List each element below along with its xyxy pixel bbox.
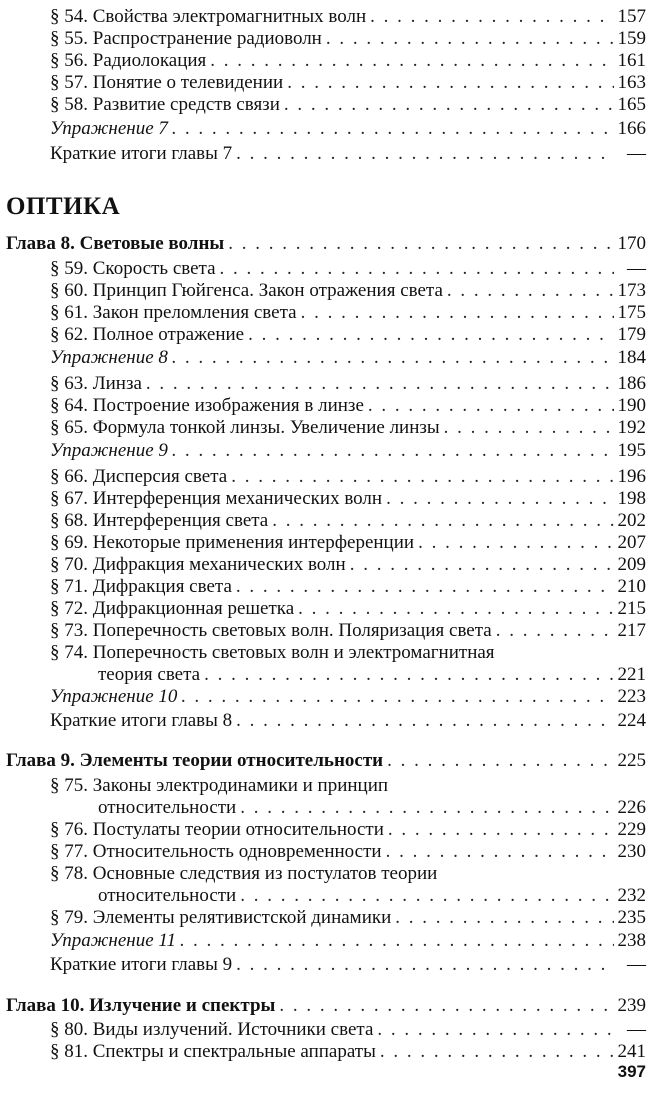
entry-title: § 67. Интерференция механических волн (50, 488, 383, 509)
part-title: ОПТИКА (6, 193, 121, 220)
entry-title: § 66. Дисперсия света (50, 466, 228, 487)
toc-entry[interactable] (50, 510, 646, 532)
entry-page: 159 (617, 28, 646, 49)
toc-entry-line1[interactable]: § 74. Поперечность световых волн и электромагнитная (50, 642, 495, 663)
entry-page: 190 (617, 395, 646, 416)
entry-page: 157 (617, 6, 646, 27)
leader-dots (204, 664, 613, 686)
toc-entry-line1[interactable]: § 75. Законы электродинамики и принцип (50, 775, 389, 796)
entry-page: — (627, 954, 646, 975)
leader-dots (180, 930, 614, 952)
entry-title: § 63. Линза (50, 373, 142, 394)
chapter-title: Глава 9. Элементы теории относительности (6, 750, 384, 771)
toc-exercise[interactable] (50, 440, 646, 462)
toc-entry[interactable] (50, 488, 646, 510)
leader-dots (447, 280, 614, 302)
leader-dots (287, 72, 613, 94)
entry-title: § 72. Дифракционная решетка (50, 598, 295, 619)
toc-entry[interactable] (50, 466, 646, 488)
entry-page: 232 (617, 885, 646, 906)
entry-title: Краткие итоги главы 8 (50, 710, 233, 731)
toc-entry[interactable] (50, 373, 646, 395)
leader-dots (272, 510, 613, 532)
page-number: 397 (617, 1062, 646, 1081)
toc-exercise[interactable] (50, 118, 646, 140)
toc-entry[interactable] (50, 72, 646, 94)
entry-title: § 61. Закон преломления света (50, 302, 297, 323)
toc-entry[interactable] (50, 395, 646, 417)
toc-entry[interactable] (50, 576, 646, 598)
toc-entry-continuation[interactable] (98, 797, 646, 819)
entry-title: § 77. Относительность одновременности (50, 841, 382, 862)
leader-dots (236, 576, 614, 598)
leader-dots (350, 554, 614, 576)
toc-exercise[interactable] (50, 686, 646, 708)
leader-dots (496, 620, 614, 642)
entry-page: 229 (617, 819, 646, 840)
entry-page: 202 (617, 510, 646, 531)
entry-page: 175 (617, 302, 646, 323)
chapter-page: 225 (617, 750, 646, 771)
leader-dots (236, 143, 614, 165)
toc-summary[interactable] (50, 954, 646, 976)
entry-title: § 69. Некоторые применения интерференции (50, 532, 415, 553)
entry-page: 217 (617, 620, 646, 641)
entry-title: Упражнение 11 (50, 930, 176, 951)
entry-title: § 54. Свойства электромагнитных волн (50, 6, 367, 27)
leader-dots (368, 395, 614, 417)
leader-dots (284, 94, 614, 116)
entry-page: 186 (617, 373, 646, 394)
toc-entry-continuation[interactable] (98, 885, 646, 907)
leader-dots (181, 686, 613, 708)
toc-entry[interactable] (50, 907, 646, 929)
toc-entry[interactable] (50, 280, 646, 302)
toc-entry[interactable] (50, 620, 646, 642)
entry-page: 165 (617, 94, 646, 115)
leader-dots (298, 598, 613, 620)
leader-dots (228, 233, 613, 255)
entry-page: 192 (617, 417, 646, 438)
leader-dots (146, 373, 614, 395)
chapter-page: 239 (617, 995, 646, 1016)
entry-page: 223 (617, 686, 646, 707)
entry-page: 241 (617, 1041, 646, 1062)
chapter-heading[interactable] (6, 995, 646, 1017)
entry-title: § 70. Дифракция механических волн (50, 554, 346, 575)
leader-dots (248, 324, 613, 346)
leader-dots (279, 995, 613, 1017)
chapter-title: Глава 10. Излучение и спектры (6, 995, 276, 1016)
toc-entry[interactable] (50, 6, 646, 28)
leader-dots (240, 797, 613, 819)
entry-page: 184 (617, 347, 646, 368)
entry-page: 207 (617, 532, 646, 553)
leader-dots (172, 440, 614, 462)
chapter-page: 170 (617, 233, 646, 254)
toc-summary[interactable] (50, 143, 646, 165)
toc-entry[interactable] (50, 258, 646, 280)
toc-exercise[interactable] (50, 347, 646, 369)
entry-title: теория света (98, 664, 201, 685)
toc-entry[interactable] (50, 94, 646, 116)
toc-entry-line1[interactable]: § 78. Основные следствия из постулатов теории (50, 863, 438, 884)
leader-dots (172, 118, 614, 140)
toc-entry[interactable] (50, 1041, 646, 1063)
entry-title: § 55. Распространение радиоволн (50, 28, 322, 49)
entry-title: § 56. Радиолокация (50, 50, 207, 71)
entry-page: 215 (617, 598, 646, 619)
entry-page: 161 (617, 50, 646, 71)
entry-page: 226 (617, 797, 646, 818)
entry-title: § 59. Скорость света (50, 258, 216, 279)
toc-entry[interactable] (50, 819, 646, 841)
chapter-heading[interactable] (6, 233, 646, 255)
entry-title: Упражнение 10 (50, 686, 178, 707)
entry-page: 179 (617, 324, 646, 345)
toc-entry[interactable] (50, 302, 646, 324)
entry-page: 166 (617, 118, 646, 139)
entry-title: § 71. Дифракция света (50, 576, 232, 597)
leader-dots (377, 1019, 614, 1041)
entry-title: § 80. Виды излучений. Источники света (50, 1019, 374, 1040)
toc-entry[interactable] (50, 417, 646, 439)
toc-entry[interactable] (50, 1019, 646, 1041)
entry-page: — (627, 1019, 646, 1040)
entry-page: 198 (617, 488, 646, 509)
entry-page: 238 (617, 930, 646, 951)
leader-dots (444, 417, 614, 439)
toc-entry[interactable] (50, 28, 646, 50)
entry-title: § 57. Понятие о телевидении (50, 72, 284, 93)
leader-dots (418, 532, 613, 554)
entry-title: относительности (98, 885, 237, 906)
entry-page: 163 (617, 72, 646, 93)
toc-exercise[interactable] (50, 930, 646, 952)
leader-dots (301, 302, 614, 324)
entry-title: § 81. Спектры и спектральные аппараты (50, 1041, 376, 1062)
leader-dots (236, 710, 613, 732)
entry-page: — (627, 143, 646, 164)
entry-title: Упражнение 8 (50, 347, 168, 368)
toc-summary[interactable] (50, 710, 646, 732)
entry-page: 209 (617, 554, 646, 575)
entry-title: Упражнение 7 (50, 118, 168, 139)
leader-dots (386, 841, 614, 863)
entry-page: 221 (617, 664, 646, 685)
leader-dots (210, 50, 613, 72)
entry-title: § 65. Формула тонкой линзы. Увеличение линзы (50, 417, 440, 438)
entry-title: § 79. Элементы релятивистской динамики (50, 907, 392, 928)
toc-entry[interactable] (50, 532, 646, 554)
toc-entry[interactable] (50, 50, 646, 72)
toc-entry[interactable] (50, 598, 646, 620)
toc-entry-continuation[interactable] (98, 664, 646, 686)
leader-dots (326, 28, 614, 50)
entry-title: Краткие итоги главы 9 (50, 954, 233, 975)
chapter-title: Глава 8. Световые волны (6, 233, 225, 254)
leader-dots (240, 885, 613, 907)
leader-dots (236, 954, 614, 976)
entry-page: 173 (617, 280, 646, 301)
chapter-heading[interactable] (6, 750, 646, 772)
toc-entry[interactable] (50, 554, 646, 576)
leader-dots (387, 750, 613, 772)
entry-title: Краткие итоги главы 7 (50, 143, 233, 164)
entry-title: § 68. Интерференция света (50, 510, 269, 531)
leader-dots (231, 466, 613, 488)
entry-title: § 58. Развитие средств связи (50, 94, 280, 115)
entry-page: 195 (617, 440, 646, 461)
entry-title: § 76. Постулаты теории относительности (50, 819, 384, 840)
entry-page: 210 (617, 576, 646, 597)
leader-dots (388, 819, 614, 841)
leader-dots (220, 258, 614, 280)
entry-title: § 60. Принцип Гюйгенса. Закон отражения света (50, 280, 443, 301)
toc-entry[interactable] (50, 841, 646, 863)
entry-page: 196 (617, 466, 646, 487)
toc-entry[interactable] (50, 324, 646, 346)
entry-title: § 64. Построение изображения в линзе (50, 395, 364, 416)
leader-dots (386, 488, 613, 510)
entry-title: относительности (98, 797, 237, 818)
entry-page: 235 (617, 907, 646, 928)
entry-title: Упражнение 9 (50, 440, 168, 461)
entry-title: § 73. Поперечность световых волн. Поляризация света (50, 620, 492, 641)
leader-dots (172, 347, 614, 369)
entry-page: 230 (617, 841, 646, 862)
entry-title: § 62. Полное отражение (50, 324, 245, 345)
leader-dots (395, 907, 613, 929)
leader-dots (380, 1041, 614, 1063)
entry-page: 224 (617, 710, 646, 731)
leader-dots (370, 6, 613, 28)
entry-page: — (627, 258, 646, 279)
